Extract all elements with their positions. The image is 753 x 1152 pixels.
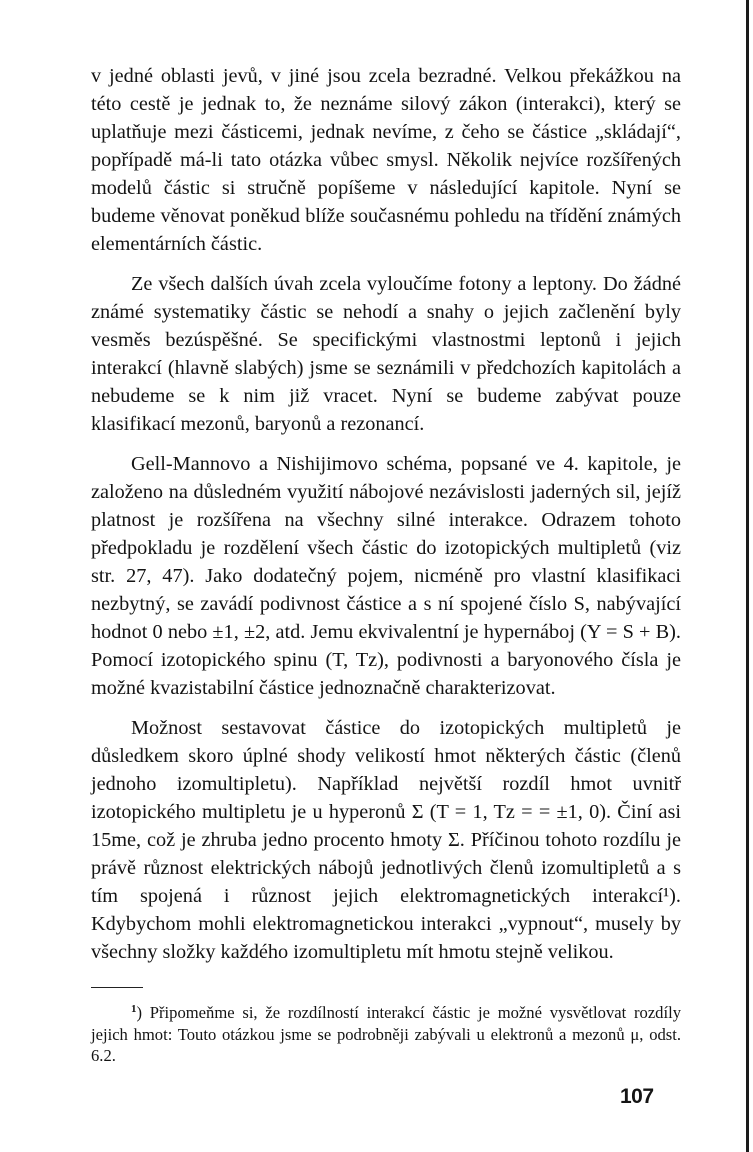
page-number: 107 xyxy=(620,1085,654,1108)
paragraph-3: Gell-Mannovo a Nishijimovo schéma, popsané ve 4. kapitole, je založeno na důsledném využití nábojové nezávislosti jaderných sil, jejíž platnost je rozšířena na všechny silné interakce. Odrazem tohoto předpokladu je rozdělení všech částic do izotopických multipletů (viz str. 27, 47). Jako dodatečný pojem, nicméně pro vlastní klasifikaci nezbytný, se zavádí podivnost částice a s ní spojené číslo S, nabývající hodnot 0 nebo ±1, ±2, atd. Jemu ekvivalentní je hypernáboj (Y = S + B). Pomocí izotopického spinu (T, Tz), podivnosti a baryonového čísla je možné kvazistabilní částice jednoznačně charakterizovat. xyxy=(91,453,681,699)
page-edge xyxy=(746,0,749,1152)
paragraph-2: Ze všech dalších úvah zcela vyloučíme fotony a leptony. Do žádné známé systematiky částic se nehodí a snahy o jejich začlenění byly vesměs bezúspěšné. Se specifickými vlastnostmi leptonů i jejich interakcí (hlavně slabých) jsme se seznámili v předchozích kapitolách a nebudeme se k nim již vracet. Nyní se budeme zabývat pouze klasifikací mezonů, baryonů a rezonancí. xyxy=(91,273,681,435)
paragraph-1: v jedné oblasti jevů, v jiné jsou zcela bezradné. Velkou překážkou na této cestě je jednak to, že neznáme silový zákon (interakci), který se uplatňuje mezi částicemi, jednak nevíme, z čeho se částice „skládají“, popřípadě má-li tato otázka vůbec smysl. Několik nejvíce rozšířených modelů částic si stručně popíšeme v následující kapitole. Nyní se budeme věnovat poněkud blíže současnému pohledu na třídění známých elementárních částic. xyxy=(91,65,681,255)
footnote-marker: 1 xyxy=(131,1003,137,1015)
page-body xyxy=(91,62,681,966)
footnote-text: ) Připomeňme si, že rozdílností interakcí částic je možné vysvětlovat rozdíly jejich hmot: Touto otázkou jsme se podrobněji zabývali u elektronů a mezonů μ, odst. 6.2. xyxy=(91,1003,681,1065)
paragraph-4: Možnost sestavovat částice do izotopických multipletů je důsledkem skoro úplné shody velikostí hmot některých částic (členů jednoho izomultipletu). Například největší rozdíl hmot uvnitř izotopického multipletu je u hyperonů Σ (T = 1, Tz = = ±1, 0). Činí asi 15me, což je zhruba jedno procento hmoty Σ. Příčinou tohoto rozdílu je právě různost elektrických nábojů jednotlivých členů izomultipletů a s tím spojená i různost jejich elektromagnetických interakcí¹). Kdybychom mohli elektromagnetickou interakci „vypnout“, musely by všechny složky každého izomultipletu mít hmotu stejně velikou. xyxy=(91,717,681,963)
footnote-rule xyxy=(91,987,143,988)
footnote xyxy=(91,999,681,1067)
